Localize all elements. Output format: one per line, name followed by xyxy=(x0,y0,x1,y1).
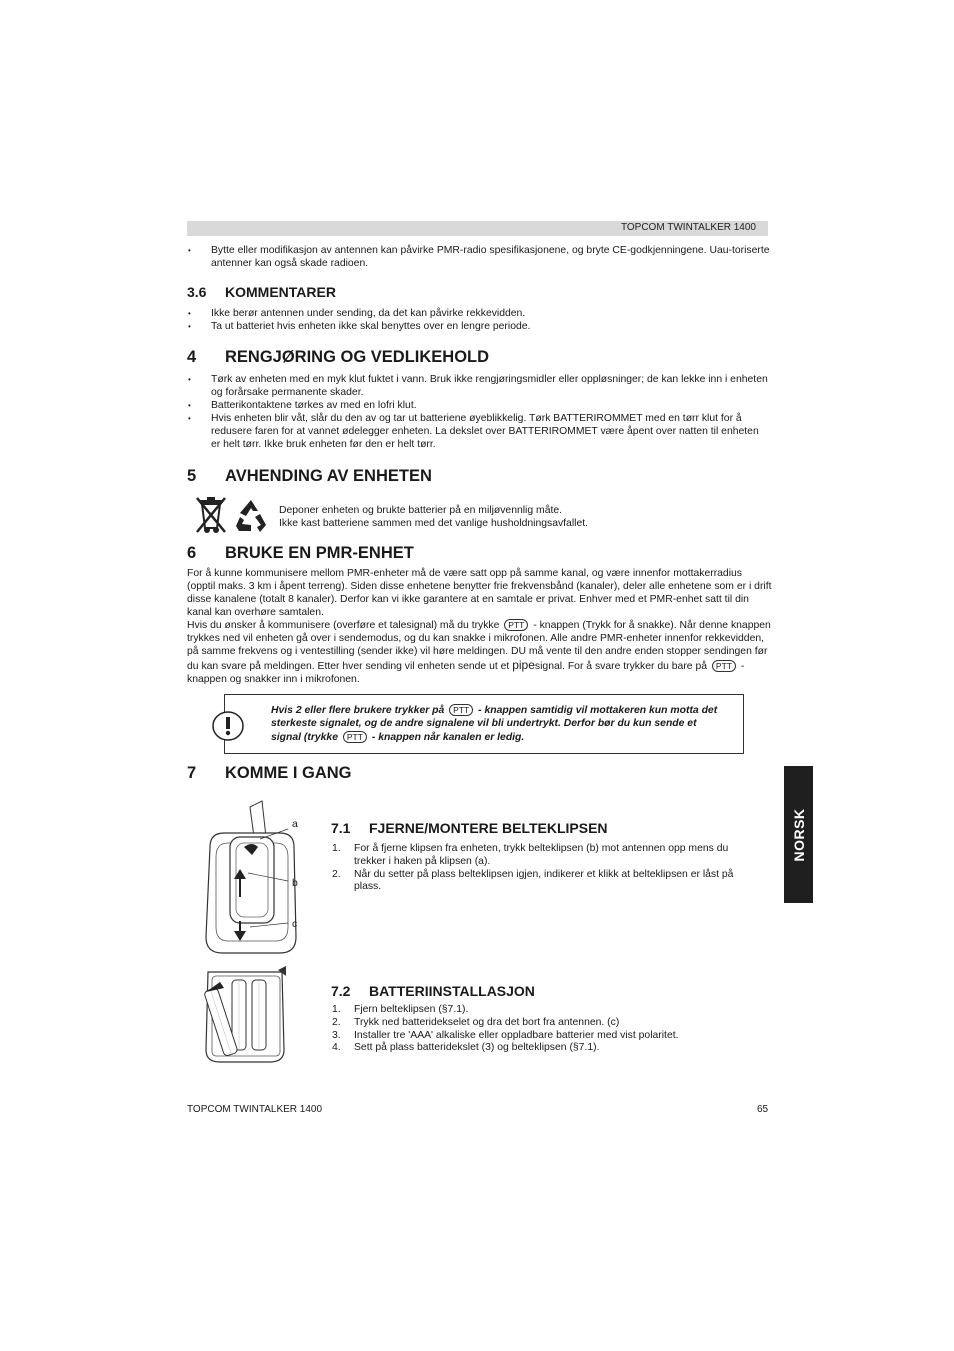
section-4-heading xyxy=(187,348,489,367)
list-item: 2. Trykk ned batteridekselet og dra det bort fra antennen. (c) xyxy=(332,1016,620,1028)
battery-install-figure xyxy=(198,966,294,1071)
intro-bullet-list xyxy=(187,244,770,270)
section-7-1-heading xyxy=(331,820,608,836)
ptt-button-icon: PTT xyxy=(449,704,473,716)
ptt-button-icon: PTT xyxy=(712,660,736,672)
section-7-2-heading xyxy=(331,983,535,999)
paragraph-text: signal. For å svare trykker du bare på xyxy=(534,660,708,672)
paragraph-text: pipe xyxy=(512,657,535,672)
step-text: Fjern belteklipsen (§7.1). xyxy=(354,1004,469,1015)
section-number: 3.6 xyxy=(187,284,207,300)
section-7-2-steps xyxy=(332,1004,752,1055)
figure-label-b: b xyxy=(292,878,298,889)
section-title: BRUKE EN PMR-ENHET xyxy=(225,544,414,562)
figure-label-a: a xyxy=(292,819,298,830)
ptt-button-icon: PTT xyxy=(504,619,528,631)
note-text: - knappen når kanalen er ledig. xyxy=(371,731,525,743)
disposal-line: Ikke kast batteriene sammen med det vanlige husholdningsavfallet. xyxy=(279,518,589,529)
section-number: 5 xyxy=(187,467,197,485)
section-number: 4 xyxy=(187,348,197,366)
section-5-heading xyxy=(187,467,432,486)
section-number: 7.2 xyxy=(331,983,351,999)
list-item: • Hvis enheten blir våt, slår du den av og tar ut batteriene øyeblikkelig. Tørk BATTERIROMMET med en tørr klut for å redusere faren for at vannet ødelegger enheten. La dekslet over BATTERIROMMET være åpent over natten til enheten er helt tørr. Ikke bruk enheten før den er helt tørr. xyxy=(187,412,770,451)
step-text: Sett på plass batteridekslet (3) og belteklipsen (§7.1). xyxy=(354,1042,600,1054)
section-6-heading xyxy=(187,544,414,563)
language-side-tab xyxy=(784,766,813,903)
section-title: RENGJØRING OG VEDLIKEHOLD xyxy=(225,348,490,366)
section-7-1-steps xyxy=(332,843,752,894)
list-item: • Bytte eller modifikasjon av antennen kan påvirke PMR-radio spesifikasjonene, og bryte CE-godkjenningene. Uau-toriserte antenner kan også skade radioen. xyxy=(187,244,770,270)
header-title: TOPCOM TWINTALKER 1400 xyxy=(620,222,756,233)
warning-icon xyxy=(211,710,245,747)
warning-note-text xyxy=(271,704,726,744)
section-number: 7 xyxy=(187,764,197,782)
section-6-paragraph-1: For å kunne kommunisere mellom PMR-enheter må de være satt opp på samme kanal, og være innenfor mottakerradius (opptil maks. 3 km i åpent terreng). Siden disse enhetene benytter frie frekvensbånd (kanaler), deler alle enhetene som er i drift disse kanalene (totalt 8 kanaler). Derfor kan vi ikke garantere at en samtale er privat. Enhver med et PMR-enhet satt til din kanal kan overhøre samtalen. xyxy=(187,568,772,618)
paragraph-text: - knappen (Trykk for å snakke). Når denne knappen trykkes ned vil enheten gå over i sendemodus, og du kan snakke i mikrofonen. Alle andre PMR-enheter innenfor rekkevidden, på samme frekvens og i ventestilling (sender ikke) vil høre meldingen. DU må vente til den andre enden stopper sendingen før du kan svare på meldingen. Etter hver sending vil enheten sende ut et xyxy=(187,620,771,672)
section-number: 6 xyxy=(187,544,197,562)
language-tab-label: NORSK xyxy=(790,807,807,862)
section-title: KOMME I GANG xyxy=(225,764,352,782)
list-item: • Ta ut batteriet hvis enheten ikke skal benyttes over en lengre periode. xyxy=(187,320,770,333)
section-7-heading xyxy=(187,764,352,783)
list-item: • Tørk av enheten med en myk klut fuktet i vann. Bruk ikke rengjøringsmidler eller oppløsninger; de kan lekke inn i enheten og forårsake permanente skader. xyxy=(187,373,770,399)
note-text: Hvis 2 eller flere brukere trykker på xyxy=(271,705,445,716)
list-item: 3. Installer tre 'AAA' alkaliske eller oppladbare batterier med vist polaritet. xyxy=(332,1029,679,1041)
list-item: 4. Sett på plass batteridekslet (3) og belteklipsen (§7.1). xyxy=(332,1042,600,1054)
section-number: 7.1 xyxy=(331,820,351,836)
paragraph-text: - knappen og snakker inn i mikrofonen. xyxy=(187,660,745,685)
section-5-text xyxy=(279,504,759,530)
list-item: • Batterikontaktene tørkes av med en lofri klut. xyxy=(187,399,770,412)
ptt-button-icon: PTT xyxy=(343,731,367,743)
paragraph-text: Hvis du ønsker å kommunisere (overføre et talesignal) må du trykke xyxy=(187,620,500,631)
warning-note-box xyxy=(224,694,744,754)
list-item: 1. For å fjerne klipsen fra enheten, trykk belteklipsen (b) mot antennen opp mens du trekker i haken på klipsen (a). xyxy=(332,843,729,867)
section-3-6-bullets xyxy=(187,307,770,333)
note-text: - knappen samtidig vil mottakeren kun motta det sterkeste signalet, og de andre signalene vil bli undertrykt. Derfor bør du kun sende et signal (trykke xyxy=(271,705,718,743)
list-item: 2. Når du setter på plass belteklipsen igjen, indikerer et klikk at belteklipsen er låst på plass. xyxy=(332,868,734,893)
list-item: • Ikke berør antennen under sending, da det kan påvirke rekkevidden. xyxy=(187,307,770,320)
disposal-line: Deponer enheten og brukte batterier på en miljøvennlig måte. xyxy=(279,505,563,516)
crossed-bin-icon xyxy=(194,494,228,539)
section-title: AVHENDING AV ENHETEN xyxy=(225,467,432,485)
step-text: Installer tre 'AAA' alkaliske eller oppladbare batterier med vist polaritet. xyxy=(354,1029,679,1041)
section-title: FJERNE/MONTERE BELTEKLIPSEN xyxy=(369,820,608,836)
section-6-paragraph-2 xyxy=(187,619,772,687)
footer-product-name: TOPCOM TWINTALKER 1400 xyxy=(187,1104,323,1115)
section-title: BATTERIINSTALLASJON xyxy=(369,983,535,999)
figure-label-c: c xyxy=(292,919,298,930)
recycle-icon xyxy=(233,498,269,539)
list-item: 1. Fjern belteklipsen (§7.1). xyxy=(332,1004,469,1015)
page-header-bar xyxy=(187,221,768,236)
section-3-6-heading xyxy=(187,284,336,300)
section-title: KOMMENTARER xyxy=(225,284,336,300)
section-4-bullets xyxy=(187,373,770,451)
page-number: 65 xyxy=(757,1104,769,1115)
step-text: Trykk ned batteridekselet og dra det bort fra antennen. (c) xyxy=(354,1016,620,1028)
step-text: Når du setter på plass belteklipsen igjen, indikerer et klikk at belteklipsen er låst på plass. xyxy=(354,868,734,893)
step-text: For å fjerne klipsen fra enheten, trykk belteklipsen (b) mot antennen opp mens du trekker i haken på klipsen (a). xyxy=(354,843,729,867)
